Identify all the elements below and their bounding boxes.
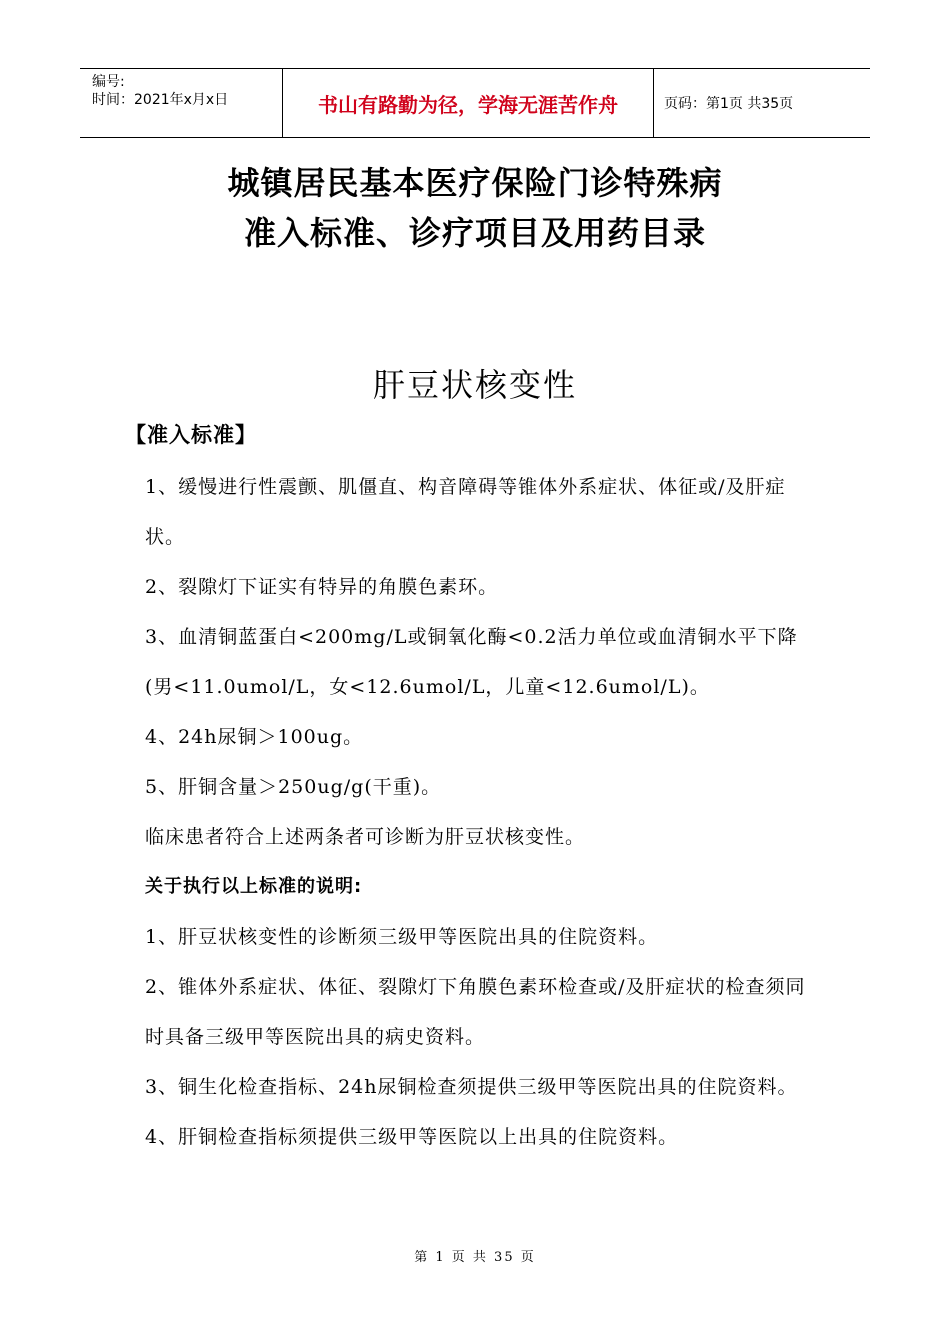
header-motto: 书山有路勤为径，学海无涯苦作舟 [282, 69, 654, 137]
document-title-line-1: 城镇居民基本医疗保险门诊特殊病 [227, 164, 723, 202]
note-item: 2、锥体外系症状、体征、裂隙灯下角膜色素环检查或/及肝症状的检查须同时具备三级甲等医院出具的病史资料。 [145, 976, 806, 1048]
criteria-item: 3、血清铜蓝蛋白<200mg/L或铜氧化酶<0.2活力单位或血清铜水平下降(男<11.0umol/L，女<12.6umol/L，儿童<12.6umol/L)。 [145, 626, 798, 698]
notes-heading: 关于执行以上标准的说明: [145, 876, 363, 897]
criteria-item: 2、裂隙灯下证实有特异的角膜色素环。 [145, 576, 499, 598]
section-title: 肝豆状核变性 [372, 366, 577, 404]
criteria-conclusion: 临床患者符合上述两条者可诊断为肝豆状核变性。 [145, 826, 586, 848]
section-content [125, 420, 810, 1162]
note-item: 3、铜生化检查指标、24h尿铜检查须提供三级甲等医院出具的住院资料。 [145, 1076, 798, 1098]
header-page-info: 页码：第1页 共35页 [664, 96, 794, 112]
header-number: 编号: [92, 74, 125, 90]
note-item: 1、肝豆状核变性的诊断须三级甲等医院出具的住院资料。 [145, 926, 659, 948]
page-footer: 第 1 页 共 35 页 [414, 1250, 536, 1265]
criteria-item: 4、24h尿铜＞100ug。 [145, 726, 364, 748]
criteria-item: 1、缓慢进行性震颤、肌僵直、构音障碍等锥体外系症状、体征或/及肝症状。 [145, 476, 786, 548]
header-meta [80, 69, 282, 137]
document-header [80, 68, 870, 138]
criteria-item: 5、肝铜含量＞250ug/g(干重)。 [145, 776, 442, 798]
header-time: 时间：2021年x月x日 [92, 92, 229, 108]
document-title-line-2: 准入标准、诊疗项目及用药目录 [243, 214, 706, 252]
note-item: 4、肝铜检查指标须提供三级甲等医院以上出具的住院资料。 [145, 1126, 679, 1148]
criteria-heading: 【准入标准】 [125, 423, 257, 447]
